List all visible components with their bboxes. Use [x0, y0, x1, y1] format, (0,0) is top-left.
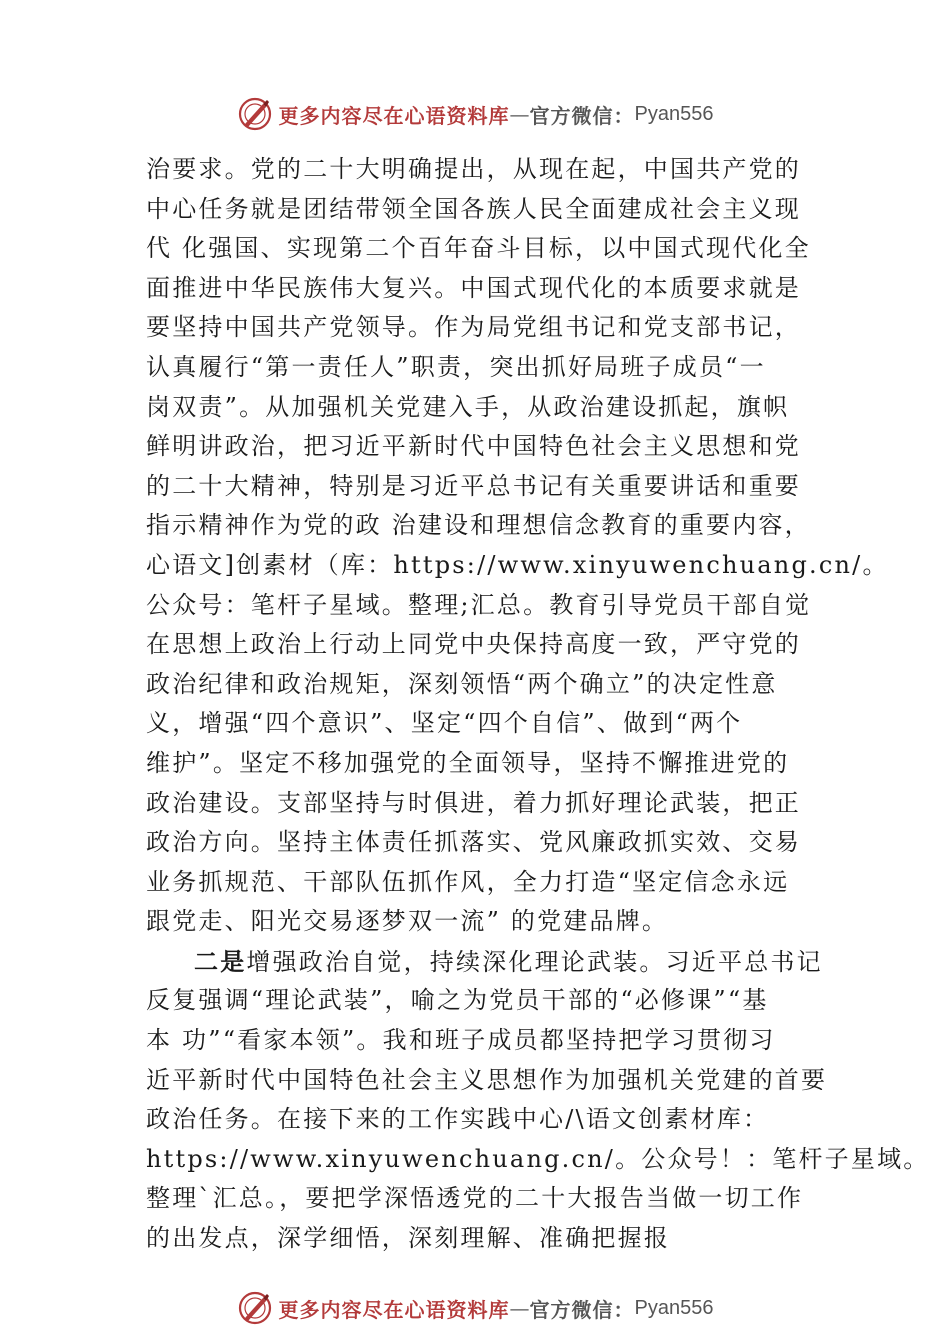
body-line: 整理`汇总。，要把学深悟透党的二十大报告当做一切工作 — [146, 1184, 804, 1213]
xinyu-logo-icon — [237, 96, 273, 132]
body-line: 反复强调“理论武装”，喻之为党员干部的“必修课”“基 — [146, 986, 769, 1015]
body-line: 政治纪律和政治规矩，深刻领悟“两个确立”的决定性意 — [146, 669, 778, 698]
paragraph-2-first-line — [146, 942, 826, 982]
body-line: 政治建设。支部坚持与时俱进，着力抓好理论武装，把正 — [146, 788, 801, 817]
body-line: 鲜明讲政治，把习近平新时代中国特色社会主义思想和党 — [146, 432, 801, 461]
footer-banner-title: 更多内容尽在心语资料库 — [278, 1297, 510, 1322]
header-banner-dash: — — [509, 102, 530, 126]
body-line: 治要求。党的二十大明确提出，从现在起，中国共产党的 — [146, 155, 801, 183]
body-line: 的出发点，深学细悟，深刻理解、准确把握报 — [146, 1224, 670, 1253]
body-line: 中心任务就是团结带领全国各族人民全面建成社会主义现 — [146, 194, 801, 223]
header-banner-wechat-id: Pyan556 — [634, 102, 714, 125]
body-line: 业务抓规范、干部队伍抓作风，全力打造“坚定信念永远 — [146, 867, 790, 896]
footer-banner — [0, 1288, 950, 1328]
body-line: 代 化强国、实现第二个百年奋斗目标，以中国式现代化全 — [146, 234, 811, 263]
footer-banner-wechat-label: 官方微信： — [529, 1297, 635, 1322]
footer-banner-wechat-id: Pyan556 — [634, 1296, 714, 1319]
body-line: 跟党走、阳光交易逐梦双一流” 的党建品牌。 — [146, 907, 669, 936]
document-body — [146, 150, 930, 1259]
body-line: 本 功”“看家本领”。我和班子成员都坚持把学习贯彻习 — [146, 1026, 776, 1055]
body-line: 公众号：笔杆子星域。整理;汇总。教育引导党员干部自觉 — [146, 590, 812, 619]
body-line: 维护”。坚定不移加强党的全面领导，坚持不懈推进党的 — [146, 748, 790, 777]
footer-banner-dash: — — [509, 1296, 530, 1320]
body-line: https://www.xinyuwenchuang.cn/。公众号！：笔杆子星域。 — [146, 1144, 930, 1173]
body-line: 岗双责”。从加强机关党建入手，从政治建设抓起，旗帜 — [146, 392, 790, 421]
body-line: 的二十大精神，特别是习近平总书记有关重要讲话和重要 — [146, 471, 801, 500]
body-line: 义，增强“四个意识”、坚定“四个自信”、做到“两个 — [146, 709, 743, 738]
body-line: 心语文]创素材（库：https://www.xinyuwenchuang.cn/。 — [146, 550, 889, 579]
header-banner — [0, 94, 950, 134]
paragraph-2-first-rest: 增强政治自觉，持续深化理论武装。习近平总书记 — [246, 947, 823, 976]
body-line: 在思想上政治上行动上同党中央保持高度一致，严守党的 — [146, 630, 801, 659]
body-line: 要坚持中国共产党领导。作为局党组书记和党支部书记， — [146, 313, 801, 342]
body-line: 认真履行“第一责任人”职责，突出抓好局班子成员“一 — [146, 352, 766, 381]
body-line: 政治任务。在接下来的工作实践中心/\语文创素材库： — [146, 1105, 770, 1134]
body-line: 指示精神作为党的政 治建设和理想信念教育的重要内容， — [146, 511, 811, 540]
header-banner-wechat-label: 官方微信： — [529, 103, 635, 128]
xinyu-logo-icon — [237, 1290, 273, 1326]
header-banner-title: 更多内容尽在心语资料库 — [278, 103, 510, 128]
body-line: 近平新时代中国特色社会主义思想作为加强机关党建的首要 — [146, 1065, 828, 1094]
body-line: 面推进中华民族伟大复兴。中国式现代化的本质要求就是 — [146, 273, 801, 302]
body-line: 政治方向。坚持主体责任抓落实、党风廉政抓实效、交易 — [146, 828, 801, 857]
paragraph-2-lead: 二是 — [194, 946, 247, 976]
